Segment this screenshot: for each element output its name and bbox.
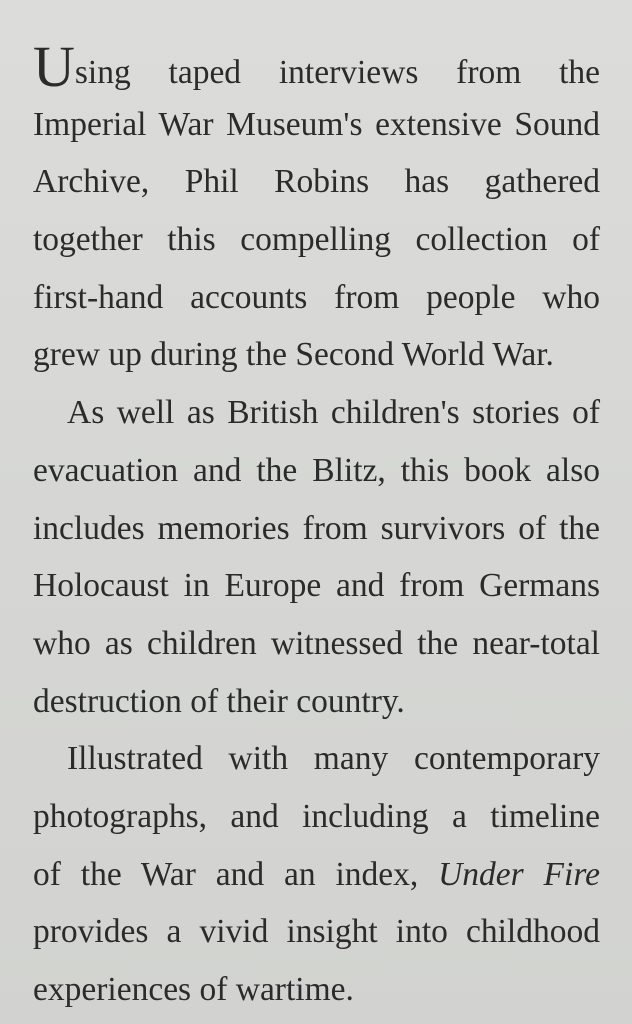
text-line: Illustrated with many contemporary (67, 740, 600, 778)
text-line-content: of the War and an index, (33, 855, 419, 893)
text-line: first-hand accounts from people who (33, 278, 600, 316)
text-line: Archive, Phil Robins has gathered (33, 163, 600, 201)
text-line-content: sing taped interviews from the (74, 54, 600, 91)
paragraph-1 (33, 34, 600, 384)
text-line (33, 34, 600, 99)
text-line: Imperial War Museum's extensive Sound (33, 105, 600, 143)
paragraph-3 (33, 730, 600, 1018)
text-line: photographs, and including a timeline (33, 797, 600, 835)
drop-cap: U (33, 34, 75, 99)
text-line: grew up during the Second World War. (33, 336, 554, 374)
text-line: evacuation and the Blitz, this book also (33, 451, 600, 489)
text-line: together this compelling collection of (33, 221, 600, 259)
text-line: includes memories from survivors of the (33, 509, 600, 547)
text-line: provides a vivid insight into childhood (33, 913, 600, 951)
text-line: who as children witnessed the near-total (33, 624, 600, 662)
book-title: Under Fire (438, 855, 600, 893)
text-line: Holocaust in Europe and from Germans (33, 567, 600, 605)
text-line: As well as British children's stories of (67, 394, 600, 432)
text-line: destruction of their country. (33, 682, 405, 720)
paragraph-2 (33, 384, 600, 730)
text-line-with-title (33, 846, 600, 904)
text-line: experiences of wartime. (33, 971, 354, 1008)
